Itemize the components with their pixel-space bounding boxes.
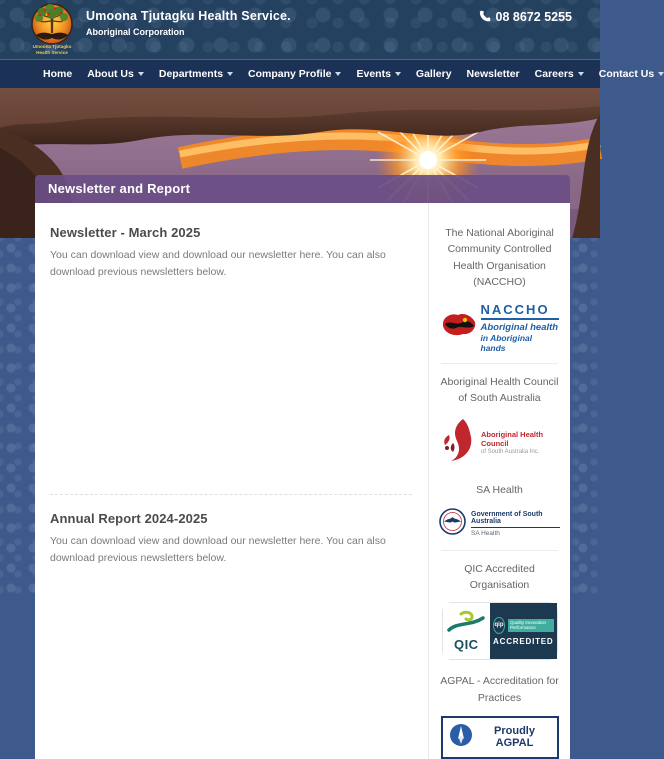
chevron-down-icon [395, 72, 401, 76]
sa-gov-emblem-icon [439, 508, 466, 540]
newsletter-description: You can download view and download our newsletter here. You can also download previous newsletters below. [50, 249, 386, 279]
chevron-down-icon [335, 72, 341, 76]
phone-icon [478, 9, 491, 25]
nav-item-gallery[interactable]: Gallery [415, 68, 452, 80]
nav-item-company-profile[interactable]: Company Profile [248, 68, 341, 80]
qic-caption: QIC Accredited Organisation [464, 562, 535, 592]
logo-text-line1: Umoona Tjutagku [32, 44, 72, 49]
page-title: Newsletter and Report [35, 175, 570, 203]
nav-item-about-us[interactable]: About Us [87, 68, 144, 80]
nav-item-contact-us[interactable]: Contact Us [599, 68, 664, 80]
chevron-down-icon [227, 72, 233, 76]
section-divider [50, 494, 412, 495]
sidebar-divider [441, 363, 558, 364]
site-header [0, 0, 600, 60]
logo-text-line2: Health Service [36, 50, 68, 55]
organisation-logo-icon [28, 3, 76, 62]
chevron-down-icon [658, 72, 664, 76]
nav-item-careers[interactable]: Careers [535, 68, 584, 80]
chevron-down-icon [578, 72, 584, 76]
sidebar [428, 203, 570, 759]
brand[interactable] [28, 3, 291, 62]
qip-circle-icon: qip [493, 617, 505, 634]
sa-health-caption: SA Health [476, 483, 523, 496]
naccho-caption: The National Aboriginal Community Controlled Health Organisation (NACCHO) [445, 227, 554, 288]
phone-number[interactable] [478, 9, 572, 25]
naccho-wordmark: NACCHO [481, 302, 559, 320]
main-navigation [0, 60, 655, 88]
sa-health-logo[interactable]: Government of South Australia SA Health [439, 508, 560, 540]
agpal-star-icon [449, 723, 473, 752]
newsletter-embed-area[interactable] [50, 282, 412, 494]
naccho-map-icon [441, 311, 477, 344]
agpal-logo[interactable]: Proudly AGPAL [441, 716, 559, 759]
annual-report-heading: Annual Report 2024-2025 [50, 510, 208, 526]
ahcsa-bird-icon [439, 417, 479, 468]
naccho-logo[interactable]: NACCHO Aboriginal health in Aboriginal hands [441, 302, 559, 353]
nav-item-departments[interactable]: Departments [159, 68, 233, 80]
nav-item-home[interactable]: Home [43, 68, 73, 80]
content-container [35, 175, 570, 759]
chevron-down-icon [138, 72, 144, 76]
sidebar-divider [441, 550, 558, 551]
nav-item-newsletter[interactable]: Newsletter [466, 68, 520, 80]
annual-report-description: You can download view and download our newsletter here. You can also download previous newsletters below. [50, 534, 386, 564]
phone-text: 08 8672 5255 [495, 10, 572, 24]
main-content [35, 203, 428, 759]
ahcsa-logo[interactable]: Aboriginal Health Council of South Australia Inc. [439, 417, 560, 468]
site-title: Umoona Tjutagku Health Service. [86, 9, 291, 23]
site-subtitle: Aboriginal Corporation [86, 27, 185, 37]
nav-item-events[interactable]: Events [356, 68, 400, 80]
qic-accredited-logo[interactable]: QIC qip Quality Innovation Performance ACCREDITED [443, 603, 557, 659]
ahcsa-caption: Aboriginal Health Council of South Australia [440, 376, 559, 405]
agpal-caption: AGPAL - Accreditation for Practices [440, 675, 559, 704]
newsletter-heading: Newsletter - March 2025 [50, 225, 201, 240]
